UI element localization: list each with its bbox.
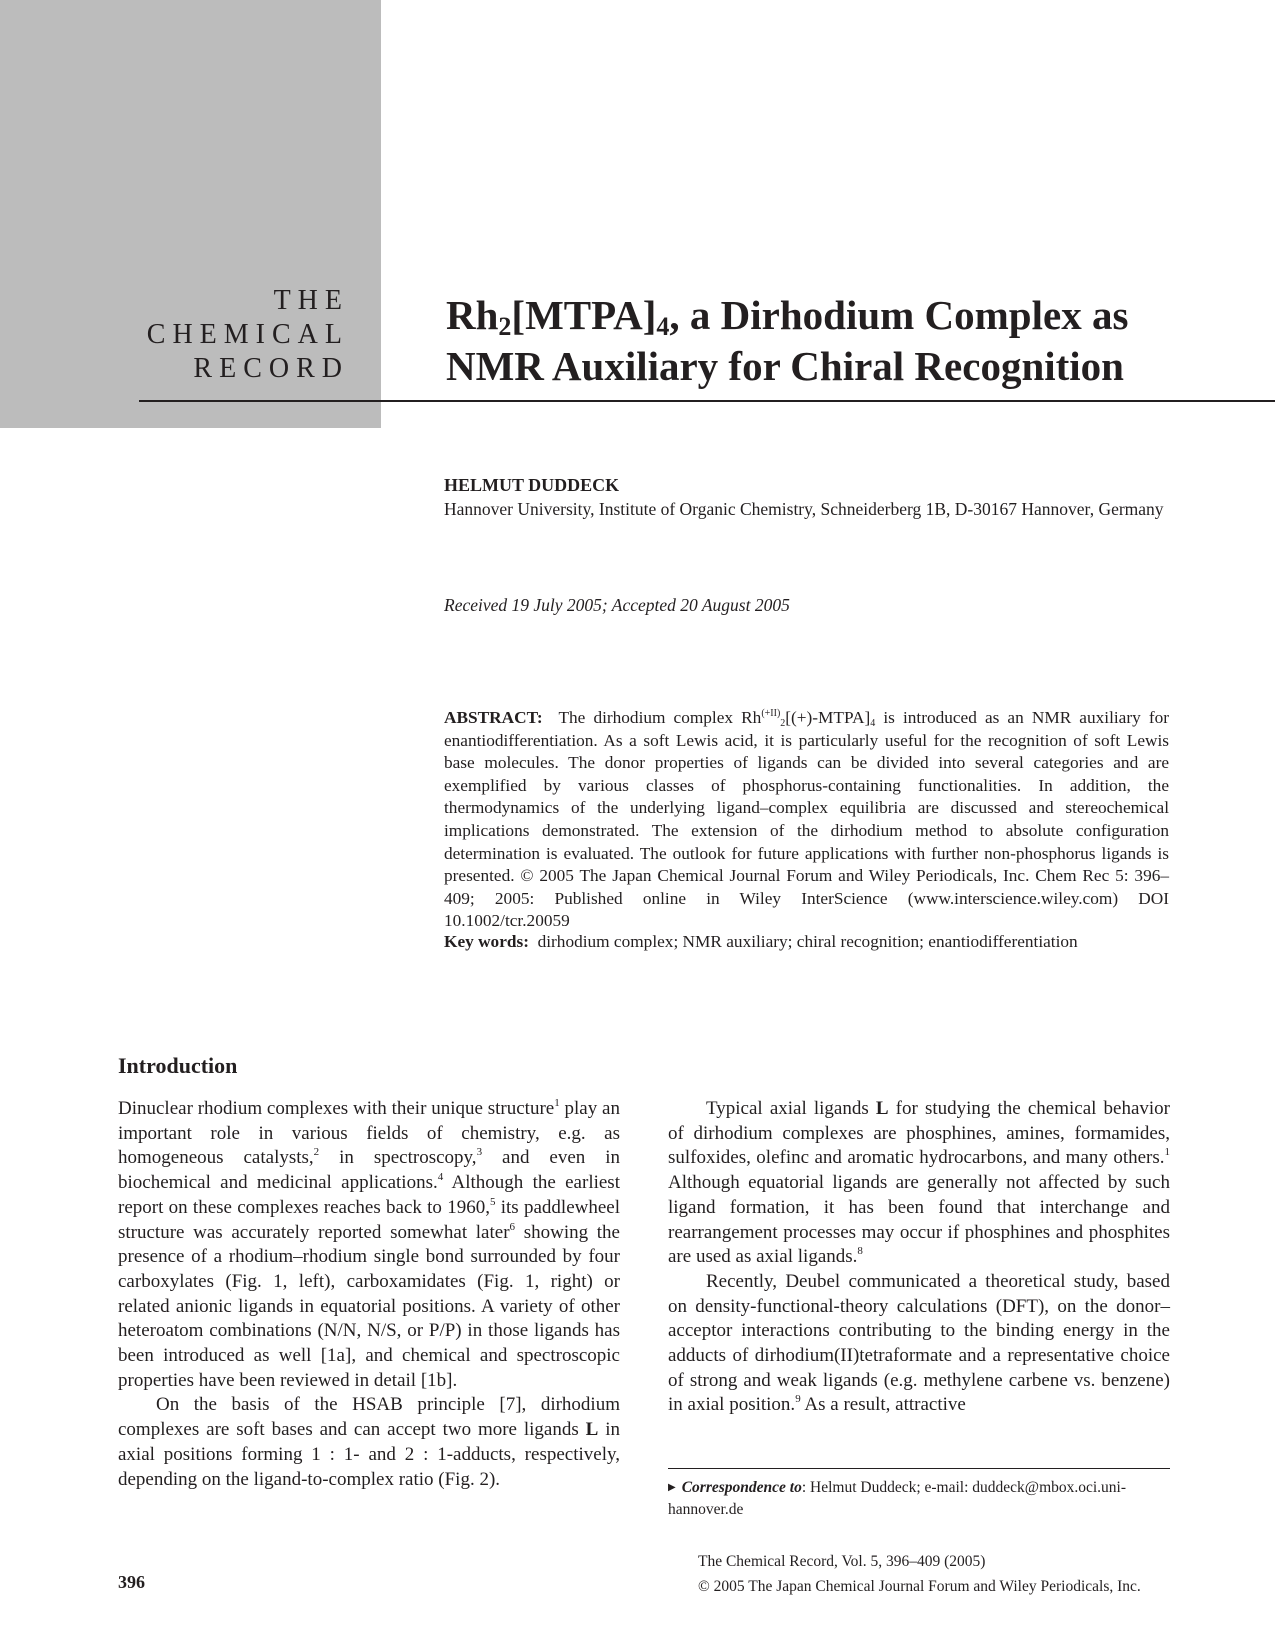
title-rule: [139, 400, 1275, 402]
received-dates: Received 19 July 2005; Accepted 20 August 2005: [444, 595, 790, 615]
text-column-right: [668, 1097, 1170, 1418]
section-heading-introduction: Introduction: [118, 1053, 238, 1078]
triangle-right-icon: ▶: [668, 1482, 676, 1493]
footer-copyright: © 2005 The Japan Chemical Journal Forum and Wiley Periodicals, Inc.: [698, 1578, 1141, 1595]
page-number: 396: [118, 1572, 145, 1592]
title-line-2: NMR Auxiliary for Chiral Recognition: [446, 343, 1124, 389]
journal-logo-line: CHEMICAL: [146, 319, 349, 350]
author-affiliation: Hannover University, Institute of Organic Chemistry, Schneiderberg 1B, D-30167 Hannover, Germany: [444, 499, 1164, 519]
abstract: ABSTRACT: The dirhodium complex $Rh^{(+II)}_2[(+)-MTPA]_4$ is introduced as an NMR auxiliary for enantiodifferentiation. As a soft Lewis acid, it is particularly useful for the recognition of soft Lewis base molecules. The donor properties of ligands can be divided into several categories and are exemplified by various classes of phosphorus-containing functionalities. In addition, the thermodynamics of the underlying ligand–complex equilibria are discussed and stereochemical implications demonstrated. The extension of the dirhodium method to absolute configuration determination is evaluated. The outlook for future applications with further non-phosphorus ligands is presented. © 2005 The Japan Chemical Journal Forum and Wiley Periodicals, Inc. Chem Rec 5: 396–409; 2005: Published online in Wiley InterScience (www.interscience.wiley.com) DOI 10.1002/tcr.20059: [444, 708, 1169, 931]
paragraph: Recently, Deubel communicated a theoretical study, based on density-functional-theory calculations (DFT), on the donor–acceptor interactions contributing to the binding energy in the adducts of dirhodium(II)tetraformate and a representative choice of strong and weak ligands (e.g. methylene carbene vs. benzene) in axial position.$^9$ As a result, attractive: [668, 1270, 1170, 1416]
paragraph: On the basis of the HSAB principle [7], dirhodium complexes are soft bases and can accept two more ligands L in axial positions forming 1 : 1- and 2 : 1-adducts, respectively, depending on the ligand-to-complex ratio (Fig. 2).: [118, 1394, 620, 1490]
footnote-rule: [668, 1468, 1170, 1469]
paragraph: Typical axial ligands L for studying the chemical behavior of dirhodium complexes are phosphines, amines, formamides, sulfoxides, olefinc and aromatic hydrocarbons, and many others.$^1$ Although equatorial ligands are generally not affected by such ligand formation, it has been found that interchange and rearrangement processes may occur if phosphines and phosphites are used as axial ligands.$^8$: [668, 1098, 1171, 1268]
journal-logo: [120, 284, 349, 386]
text-column-left: [118, 1097, 620, 1492]
correspondence-text: : Helmut Duddeck; e-mail: duddeck@mbox.oci.uni-hannover.de: [668, 1479, 1127, 1518]
keywords-label: Key words:: [444, 932, 529, 951]
paragraph: Dinuclear rhodium complexes with their unique structure$^1$ play an important role in various fields of chemistry, e.g. as homogeneous catalysts,$^2$ in spectroscopy,$^3$ and even in biochemical and medicinal applications.$^4$ Although the earliest report on these complexes reaches back to 1960,$^5$ its paddlewheel structure was accurately reported somewhat later$^6$ showing the presence of a rhodium–rhodium single bond surrounded by four carboxylates (Fig. 1, left), carboxamidates (Fig. 1, right) or related anionic ligands in equatorial positions. A variety of other heteroatom combinations (N/N, N/S, or P/P) in those ligands has been introduced as well [1a], and chemical and spectroscopic properties have been reviewed in detail [1b].: [118, 1097, 620, 1391]
author-name: HELMUT DUDDECK: [444, 475, 620, 495]
abstract-label: ABSTRACT:: [444, 708, 543, 727]
title-line-1: $Rh_2[MTPA]_4$, a Dirhodium Complex as: [446, 292, 1129, 341]
correspondence-label: Correspondence to: [681, 1479, 802, 1496]
keywords: [444, 932, 1078, 952]
keywords-text: dirhodium complex; NMR auxiliary; chiral recognition; enantiodifferentiation: [537, 932, 1078, 951]
correspondence-footnote: [668, 1477, 1168, 1521]
journal-logo-line: THE: [273, 285, 349, 316]
article-title: [446, 290, 1236, 392]
journal-logo-line: RECORD: [193, 353, 349, 384]
page-footer: [698, 1549, 1170, 1599]
footer-citation: The Chemical Record, Vol. 5, 396–409 (2005): [698, 1553, 986, 1570]
